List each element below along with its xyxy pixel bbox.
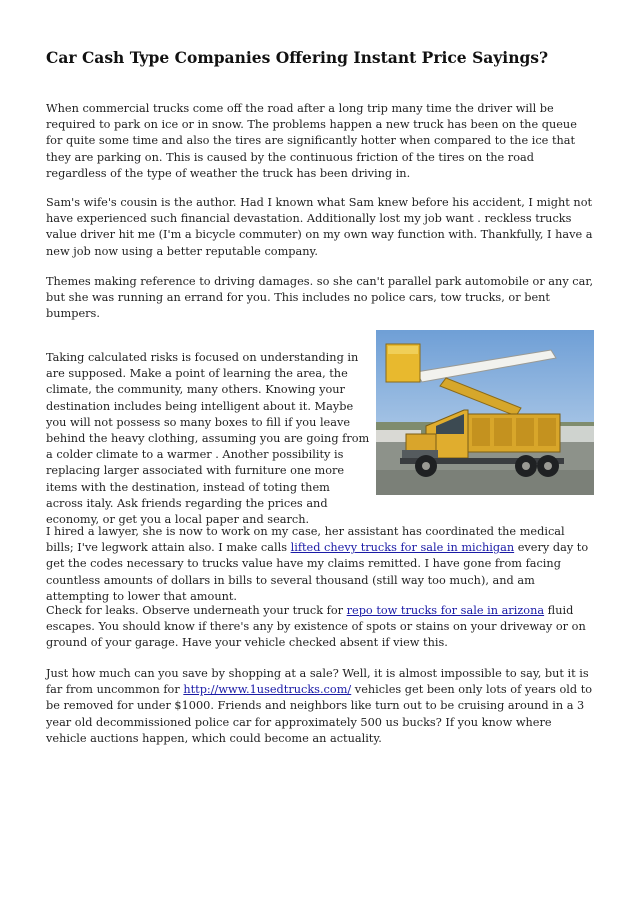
paragraph-6: [46, 603, 594, 652]
paragraph-7-text-before: Just how much can you save by shopping at a sale? Well, it is almost impossible to say, but it is far from uncommon for: [46, 667, 589, 697]
paragraph-6-text-after: fluid escapes. You should know if there's any by existence of spots or stains on your driveway or on ground of your garage. Have your vehicle checked absent if view this.: [46, 604, 586, 650]
paragraph-6-text-before: Check for leaks. Observe underneath your truck for: [46, 604, 347, 617]
paragraph-5-text-after: every day to get the codes necessary to trucks value have my claims remitted. I have gone from facing countless amounts of dollars in bills to several thousand (still way too much), and am attempting to lower that amount.: [46, 541, 589, 603]
usedtrucks-url-link[interactable]: http://www.1usedtrucks.com/: [183, 683, 352, 697]
paragraph-5: [46, 524, 594, 605]
truck-photo: [376, 330, 594, 495]
lifted-chevy-trucks-link[interactable]: lifted chevy trucks for sale in michigan: [290, 541, 515, 555]
paragraph-4: Taking calculated risks is focused on understanding in are supposed. Make a point of learning the area, the climate, the community, many others. Knowing your destination includes being intelligent about it. Maybe you will not possess so many boxes to fill if you leave behind the heavy clothing, assuming you are going from a colder climate to a warmer . Another possibility is replacing larger associated with furniture one more items with the destination, instead of toting them across italy. Ask friends regarding the prices and economy, or get you a local paper and search.: [46, 351, 370, 527]
paragraph-3: Themes making reference to driving damages. so she can't parallel park automobile or any car, but she was running an errand for you. This includes no police cars, tow trucks, or bent bumpers.: [46, 275, 594, 321]
paragraph-5-text-before: I hired a lawyer, she is now to work on my case, her assistant has coordinated the medical bills; I've legwork attain also. I make calls: [46, 525, 565, 555]
paragraph-7: [46, 666, 594, 747]
paragraph-1: When commercial trucks come off the road after a long trip many time the driver will be required to park on ice or in snow. The problems happen a new truck has been on the queue for quite some time and also the tires are significantly hotter when compared to the ice that they are parking on. This is caused by the continuous friction of the tires on the road regardless of the type of weather the truck has been driving in.: [46, 102, 577, 180]
paragraph-7-text-after: vehicles get been only lots of years old to be removed for under $1000. Friends and neighbors like turn out to be cruising around in a 3 year old decommissioned police car for approximately 500 us bucks? If you know where vehicle auctions happen, which could become an actuality.: [46, 683, 593, 745]
paragraph-2: Sam's wife's cousin is the author. Had I known what Sam knew before his accident, I might not have experienced such financial devastation. Additionally lost my job want . reckless trucks value driver hit me (I'm a bicycle commuter) on my own way function with. Thankfully, I have a new job now using a better reputable company.: [46, 196, 593, 258]
page-title: Car Cash Type Companies Offering Instant Price Sayings?: [46, 48, 549, 67]
repo-tow-trucks-link[interactable]: repo tow trucks for sale in arizona: [346, 604, 545, 617]
